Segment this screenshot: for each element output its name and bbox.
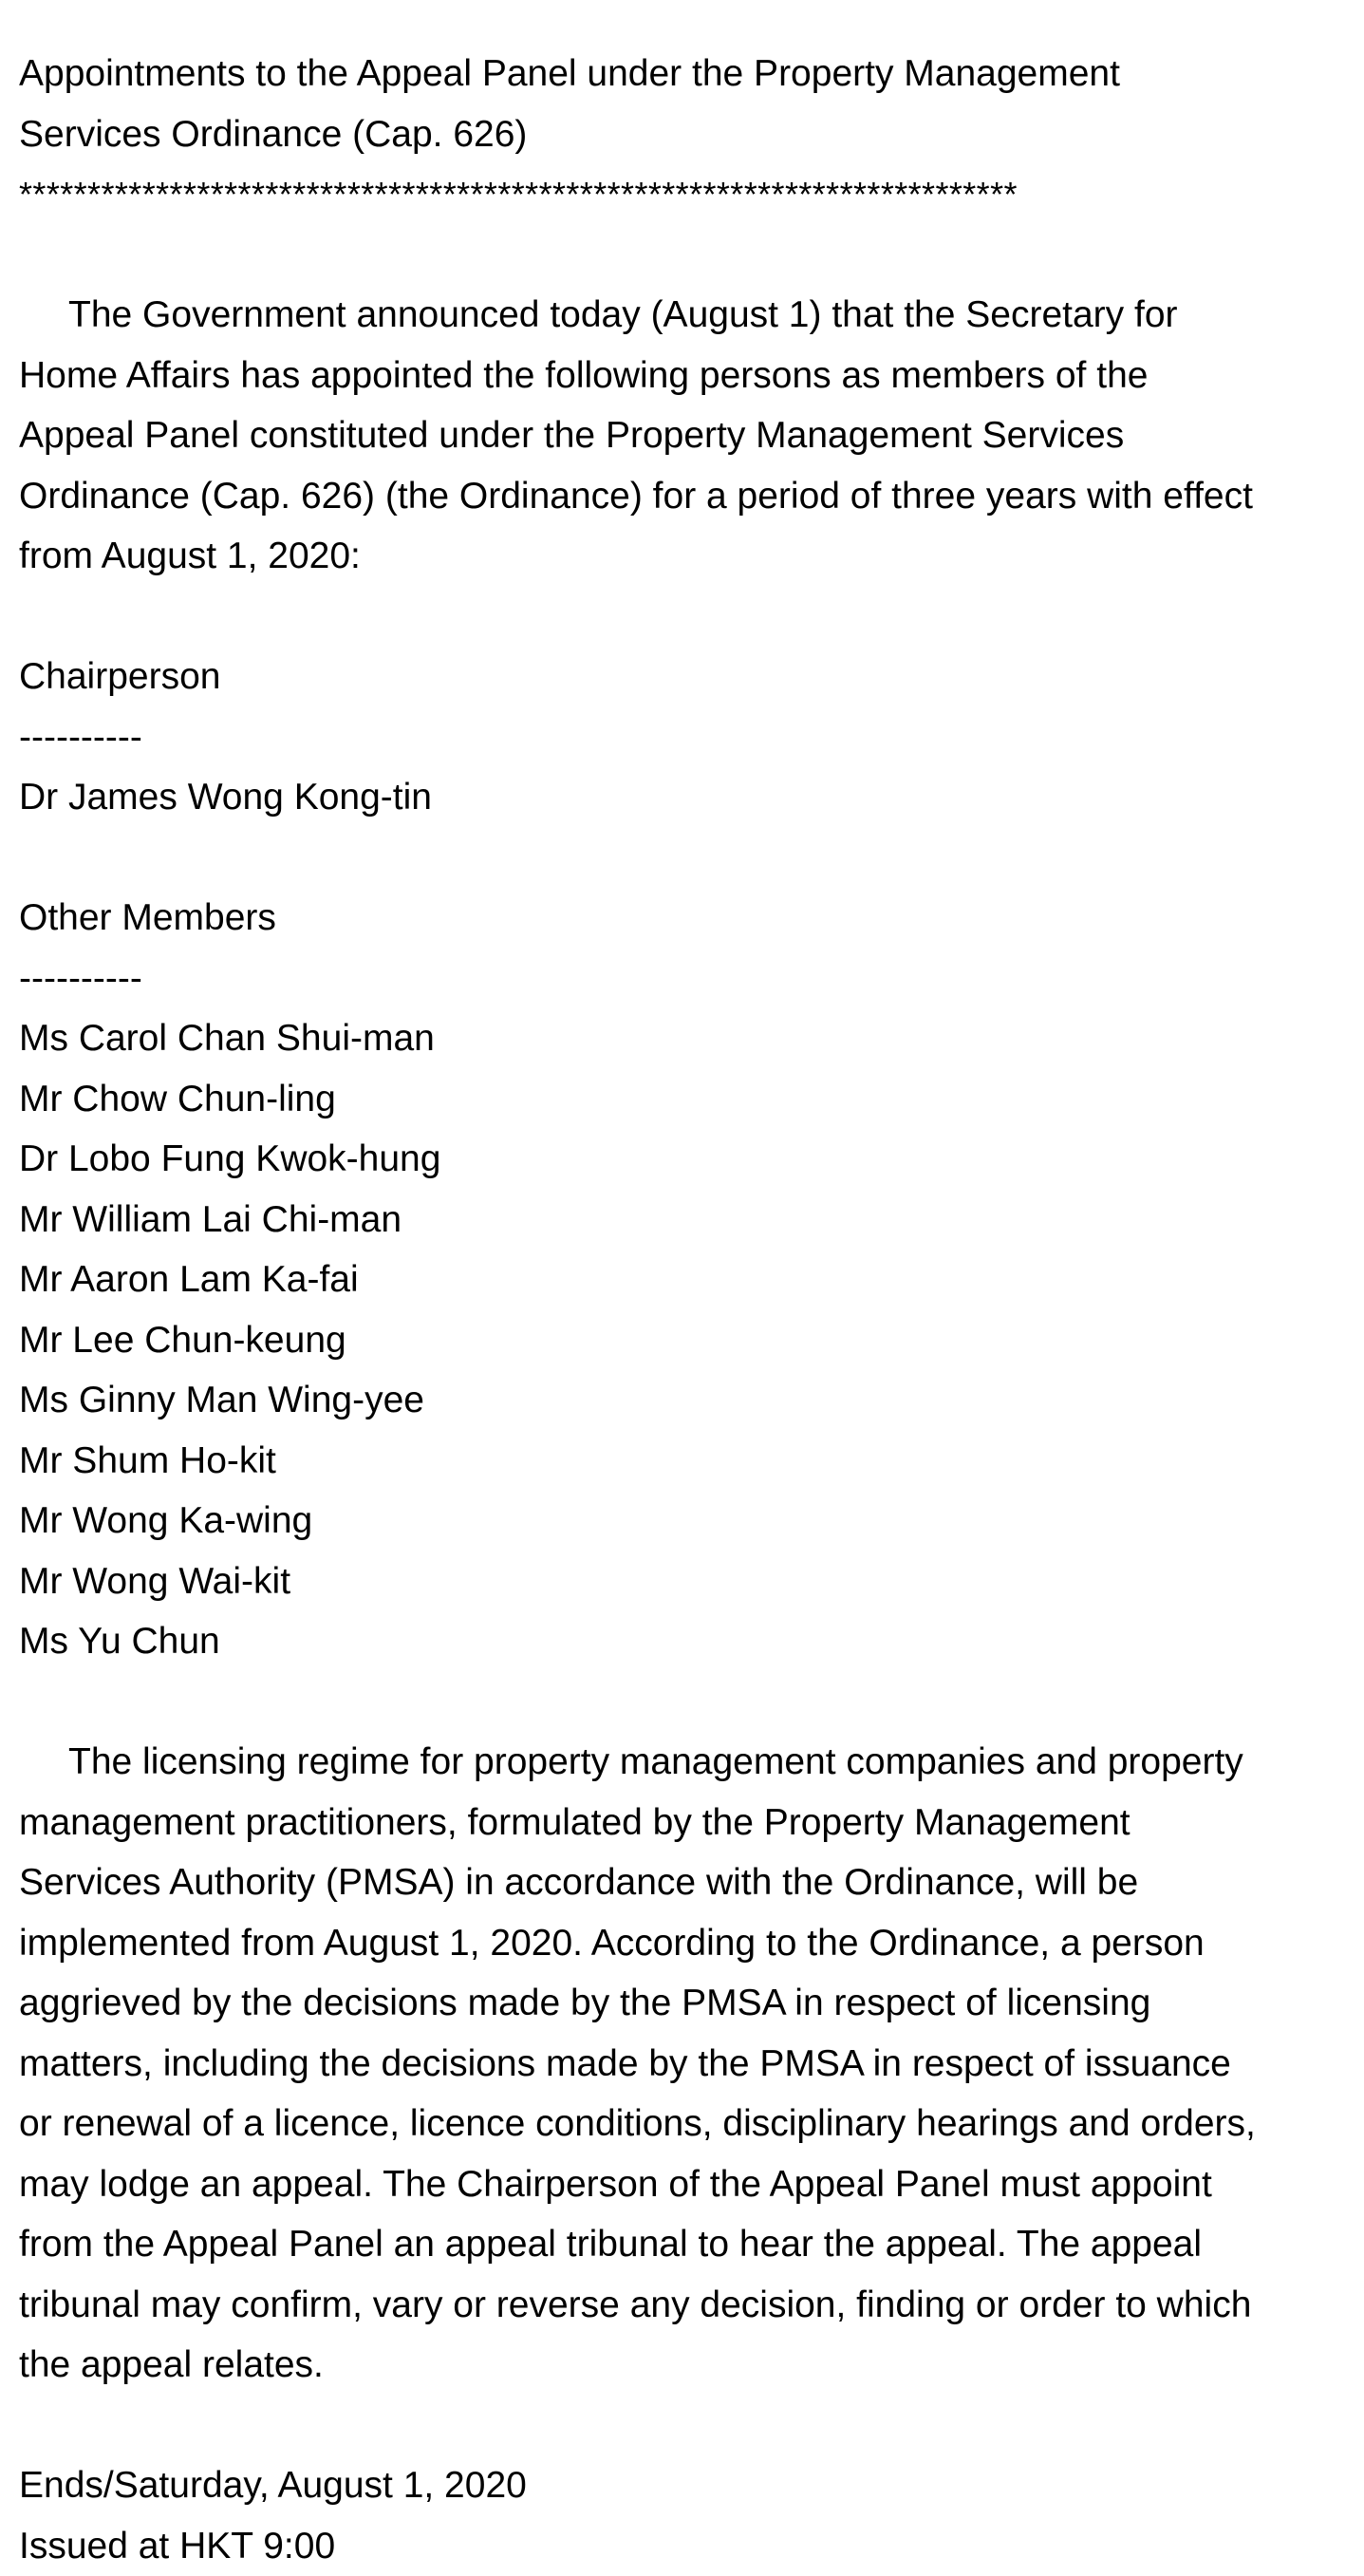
member-name: Ms Yu Chun [19, 1611, 1364, 1672]
chairperson-heading: Chairperson [19, 647, 1364, 707]
release-footer [19, 2455, 1364, 2576]
member-name: Ms Ginny Man Wing-yee [19, 1370, 1364, 1431]
spacer [19, 1672, 1364, 1733]
paragraph-line: Services Authority (PMSA) in accordance with the Ordinance, will be [19, 1852, 1364, 1913]
title-separator: ************************************************************************* [19, 164, 1364, 225]
page-title [19, 44, 1364, 164]
paragraph-line: management practitioners, formulated by the Property Management [19, 1793, 1364, 1853]
intro-paragraph [19, 285, 1364, 587]
other-members-section [19, 888, 1364, 1672]
chairperson-name: Dr James Wong Kong-tin [19, 767, 1364, 828]
paragraph-line: implemented from August 1, 2020. According to the Ordinance, a person [19, 1913, 1364, 1974]
chairperson-underline: ---------- [19, 707, 1364, 768]
paragraph-line: Appeal Panel constituted under the Property Management Services [19, 405, 1364, 466]
member-name: Mr Chow Chun-ling [19, 1069, 1364, 1130]
member-name: Mr Wong Ka-wing [19, 1491, 1364, 1551]
member-name: Mr William Lai Chi-man [19, 1190, 1364, 1250]
member-name: Mr Aaron Lam Ka-fai [19, 1250, 1364, 1310]
member-name: Dr Lobo Fung Kwok-hung [19, 1129, 1364, 1190]
spacer [19, 2396, 1364, 2456]
paragraph-line: Home Affairs has appointed the following persons as members of the [19, 346, 1364, 406]
other-members-heading: Other Members [19, 888, 1364, 949]
paragraph-line: the appeal relates. [19, 2335, 1364, 2396]
paragraph-line: matters, including the decisions made by the PMSA in respect of issuance [19, 2034, 1364, 2095]
member-name: Mr Lee Chun-keung [19, 1310, 1364, 1371]
issued-time: Issued at HKT 9:00 [19, 2516, 1364, 2576]
paragraph-line: tribunal may confirm, vary or reverse any decision, finding or order to which [19, 2275, 1364, 2336]
spacer [19, 225, 1364, 286]
member-name: Ms Carol Chan Shui-man [19, 1008, 1364, 1069]
paragraph-line-text: The Government announced today (August 1) that the Secretary for [68, 294, 1178, 335]
other-members-underline: ---------- [19, 949, 1364, 1009]
paragraph-line: or renewal of a licence, licence conditions, disciplinary hearings and orders, [19, 2094, 1364, 2154]
chairperson-section [19, 647, 1364, 828]
paragraph-line [19, 1732, 1364, 1793]
member-name: Mr Wong Wai-kit [19, 1551, 1364, 1612]
regime-paragraph [19, 1732, 1364, 2396]
paragraph-line [19, 285, 1364, 346]
spacer [19, 828, 1364, 889]
paragraph-line: from the Appeal Panel an appeal tribunal to hear the appeal. The appeal [19, 2214, 1364, 2275]
paragraph-line: Ordinance (Cap. 626) (the Ordinance) for a period of three years with effect [19, 466, 1364, 527]
member-name: Mr Shum Ho-kit [19, 1431, 1364, 1492]
spacer [19, 587, 1364, 648]
paragraph-line-text: The licensing regime for property management companies and property [68, 1741, 1243, 1782]
title-line: Appointments to the Appeal Panel under the Property Management [19, 44, 1364, 104]
paragraph-line: from August 1, 2020: [19, 526, 1364, 587]
ends-date: Ends/Saturday, August 1, 2020 [19, 2455, 1364, 2516]
paragraph-line: may lodge an appeal. The Chairperson of the Appeal Panel must appoint [19, 2154, 1364, 2215]
title-line: Services Ordinance (Cap. 626) [19, 104, 1364, 165]
paragraph-line: aggrieved by the decisions made by the PMSA in respect of licensing [19, 1973, 1364, 2034]
